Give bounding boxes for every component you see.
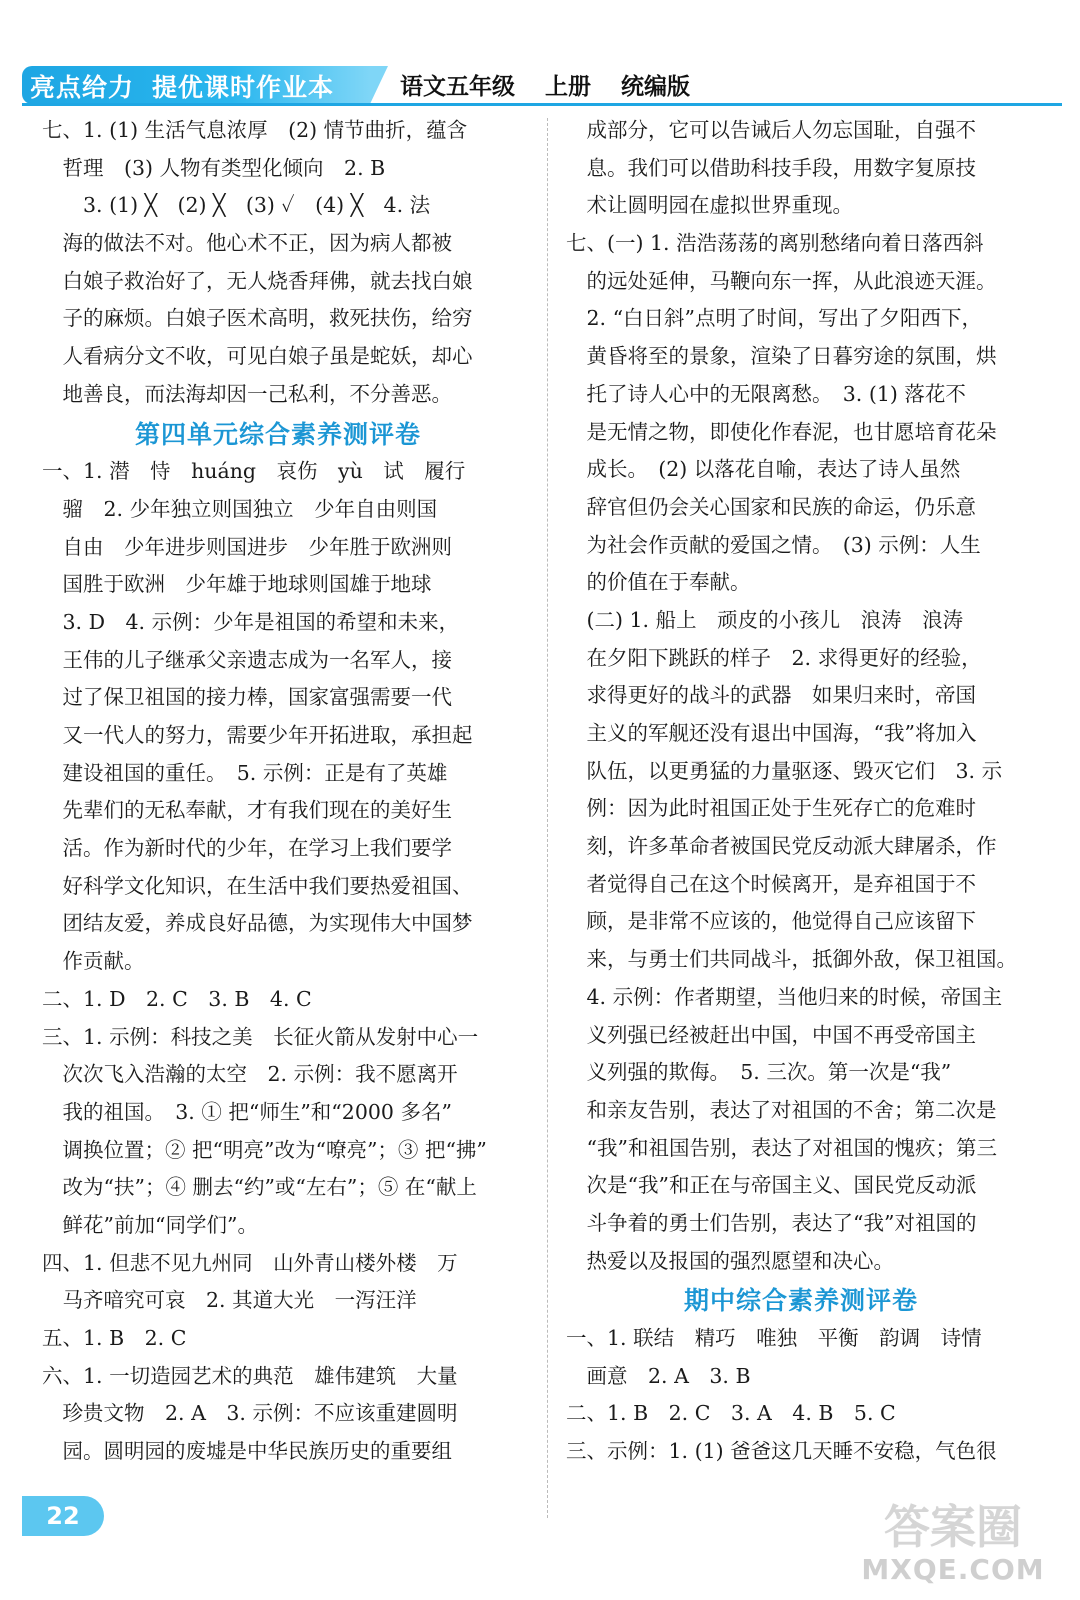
text-line: 二、1. D 2. C 3. B 4. C (42, 986, 312, 1011)
text-line: 例：因为此时祖国正处于生死存亡的危难时 (566, 796, 976, 821)
text-line: 七、(一) 1. 浩浩荡荡的离别愁绪向着日落西斜 (566, 231, 984, 256)
column-divider (547, 118, 548, 1518)
text-line: 主义的军舰还没有退出中国海，“我”将加入 (566, 721, 977, 745)
text-line: 息。我们可以借助科技手段，用数字复原技 (566, 155, 976, 180)
text-line: 活。作为新时代的少年，在学习上我们要学 (42, 836, 452, 861)
text-line: 好科学文化知识，在生活中我们要热爱祖国、 (42, 873, 473, 898)
text-line: 先辈们的无私奉献，才有我们现在的美好生 (42, 798, 452, 823)
text-line: 黄昏将至的景象，渲染了日暮穷途的氛围，烘 (566, 344, 997, 369)
text-line: 园。圆明园的废墟是中华民族历史的重要组 (42, 1439, 452, 1464)
text-line: 鲜花”前加“同学们”。 (42, 1212, 258, 1237)
text-line: 自由 少年进步则国进步 少年胜于欧洲则 (42, 534, 452, 559)
text-line: 六、1. 一切造园艺术的典范 雄伟建筑 大量 (42, 1363, 458, 1388)
section-title: 第四单元综合素养测评卷 (135, 419, 422, 449)
text-line: 刻，许多革命者被国民党反动派大肆屠杀，作 (566, 834, 997, 859)
text-line: 国胜于欧洲 少年雄于地球则国雄于地球 (42, 572, 432, 597)
section-title: 期中综合素养测评卷 (684, 1286, 919, 1316)
page-number: 22 (22, 1496, 104, 1536)
volume-label: 上册 (545, 74, 591, 100)
watermark-logo (848, 1500, 1058, 1594)
text-line: 七、1. (1) 生活气息浓厚 (2) 情节曲折，蕴含 (42, 118, 468, 142)
text-line: 马齐喑究可哀 2. 其道大光 一泻汪洋 (42, 1288, 417, 1313)
text-line: 义列强已经被赶出中国，中国不再受帝国主 (566, 1022, 976, 1047)
text-line: 画意 2. A 3. B (566, 1363, 751, 1388)
text-line: 4. 示例：作者期望，当他归来的时候，帝国主 (566, 984, 1003, 1009)
text-line: 骝 2. 少年独立则国独立 少年自由则国 (42, 496, 438, 521)
right-column (566, 112, 1046, 1471)
text-line: 调换位置；② 把“明亮”改为“嘹亮”；③ 把“拂” (42, 1137, 487, 1162)
text-line: 队伍，以更勇猛的力量驱逐、毁灭它们 3. 示 (566, 758, 1003, 783)
text-line: 者觉得自己在这个时候离开，是弃祖国于不 (566, 871, 976, 896)
header-divider (22, 103, 1062, 106)
edition-label: 统编版 (621, 74, 690, 100)
text-line: 五、1. B 2. C (42, 1326, 187, 1350)
text-line: 王伟的儿子继承父亲遗志成为一名军人，接 (42, 647, 452, 672)
brand-sub: 提优课时作业本 (152, 73, 335, 102)
text-line: 过了保卫祖国的接力棒，国家富强需要一代 (42, 685, 452, 710)
text-line: 斗争着的勇士们告别，表达了“我”对祖国的 (566, 1210, 977, 1235)
watermark-url: MXQE.COM (861, 1553, 1045, 1586)
text-line: 一、1. 潜 恃 huáng 哀伤 yù 试 履行 (42, 459, 466, 484)
text-line: 的远处延伸，马鞭向东一挥，从此浪迹天涯。 (566, 268, 997, 293)
text-line: 子的麻烦。白娘子医术高明，救死扶伤，给穷 (42, 306, 473, 331)
text-line: 和亲友告别，表达了对祖国的不舍；第二次是 (566, 1097, 997, 1122)
brand-main: 亮点给力 (30, 73, 135, 102)
text-line: 托了诗人心中的无限离愁。 3. (1) 落花不 (566, 381, 966, 406)
text-line: 作贡献。 (42, 949, 145, 974)
text-line: 珍贵文物 2. A 3. 示例：不应该重建圆明 (42, 1401, 458, 1426)
book-info (400, 68, 720, 101)
text-line: 是无情之物，即使化作春泥，也甘愿培育花朵 (566, 419, 997, 444)
text-line: 建设祖国的重任。 5. 示例：正是有了英雄 (42, 760, 448, 785)
text-line: 白娘子救治好了，无人烧香拜佛，就去找白娘 (42, 268, 473, 293)
left-column (42, 112, 532, 1471)
text-line: 海的做法不对。他心术不正，因为病人都被 (42, 231, 452, 256)
text-line: 地善良，而法海却因一己私利，不分善恶。 (42, 381, 452, 406)
text-line: 次是“我”和正在与帝国主义、国民党反动派 (566, 1173, 977, 1198)
text-line: 求得更好的战斗的武器 如果归来时，帝国 (566, 683, 976, 708)
text-line: 改为“扶”；④ 删去“约”或“左右”；⑤ 在“献上 (42, 1175, 477, 1200)
text-line: 3. (1) ╳ (2) ╳ (3) ✓ (4) ╳ 4. 法 (42, 193, 431, 218)
text-line: 成长。 (2) 以落花自喻，表达了诗人虽然 (566, 457, 961, 482)
text-line: “我”和祖国告别，表达了对祖国的愧疚；第三 (566, 1135, 997, 1160)
text-line: 哲理 (3) 人物有类型化倾向 2. B (42, 155, 386, 180)
text-line: 来，与勇士们共同战斗，抵御外敌，保卫祖国。 (566, 947, 1017, 972)
text-line: 三、示例：1. (1) 爸爸这几天睡不安稳，气色很 (566, 1439, 997, 1464)
text-line: 我的祖国。 3. ① 把“师生”和“2000 多名” (42, 1099, 452, 1124)
text-line: 人看病分文不收，可见白娘子虽是蛇妖，却心 (42, 344, 473, 369)
text-line: 3. D 4. 示例：少年是祖国的希望和未来， (42, 609, 460, 634)
text-line: 为社会作贡献的爱国之情。 (3) 示例：人生 (566, 532, 981, 557)
text-line: 顾，是非常不应该的，他觉得自己应该留下 (566, 909, 976, 934)
text-line: 在夕阳下跳跃的样子 2. 求得更好的经验， (566, 645, 982, 670)
brand-title (30, 68, 334, 104)
text-line: 术让圆明园在虚拟世界重现。 (566, 193, 853, 218)
text-line: 热爱以及报国的强烈愿望和决心。 (566, 1248, 894, 1273)
text-line: 成部分，它可以告诫后人勿忘国耻，自强不 (566, 118, 976, 142)
text-line: 次次飞入浩瀚的太空 2. 示例：我不愿离开 (42, 1062, 458, 1087)
text-line: 一、1. 联结 精巧 唯独 平衡 韵调 诗情 (566, 1326, 982, 1350)
page-header (0, 0, 1080, 106)
watermark-title: 答案圈 (884, 1500, 1022, 1554)
text-line: 2. “白日斜”点明了时间，写出了夕阳西下， (566, 306, 983, 331)
subject-label: 语文五年级 (400, 74, 515, 100)
text-line: 又一代人的努力，需要少年开拓进取，承担起 (42, 723, 473, 747)
text-line: 二、1. B 2. C 3. A 4. B 5. C (566, 1401, 896, 1426)
text-line: 的价值在于奉献。 (566, 570, 751, 595)
text-line: (二) 1. 船上 顽皮的小孩儿 浪涛 浪涛 (566, 607, 964, 632)
text-line: 义列强的欺侮。 5. 三次。第一次是“我” (566, 1060, 952, 1085)
text-line: 三、1. 示例：科技之美 长征火箭从发射中心一 (42, 1024, 479, 1049)
text-line: 辞官但仍会关心国家和民族的命运，仍乐意 (566, 494, 976, 519)
text-line: 四、1. 但悲不见九州同 山外青山楼外楼 万 (42, 1250, 458, 1275)
text-line: 团结友爱，养成良好品德，为实现伟大中国梦 (42, 911, 473, 936)
